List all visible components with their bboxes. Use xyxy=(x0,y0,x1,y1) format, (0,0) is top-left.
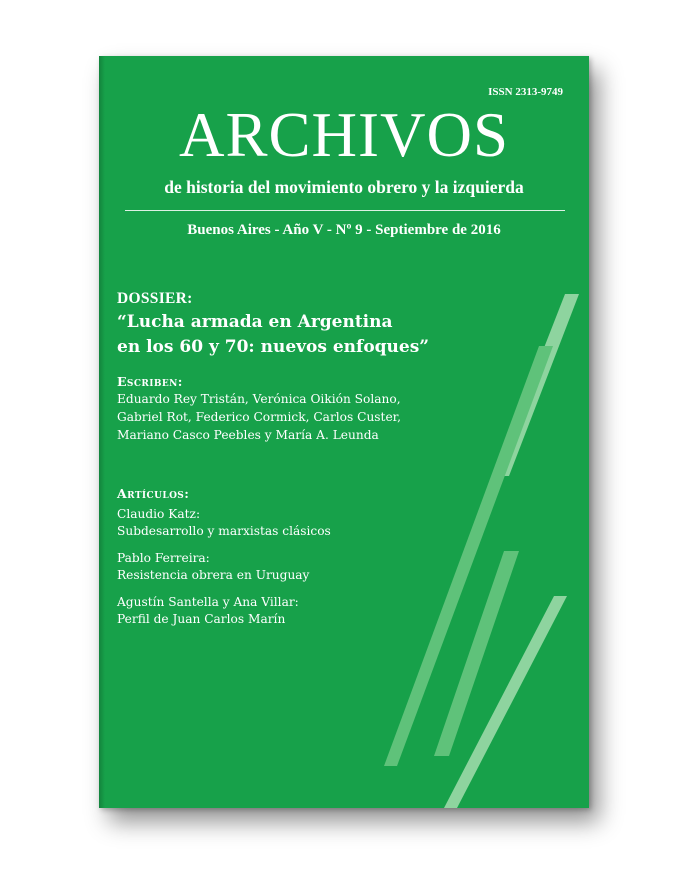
magazine-cover xyxy=(99,56,589,808)
articles-list xyxy=(117,506,457,638)
article-item xyxy=(117,550,457,584)
article-author: Claudio Katz: xyxy=(117,507,201,521)
issn-number: ISSN 2313-9749 xyxy=(488,86,563,98)
dossier-title-line-2: en los 60 y 70: nuevos enfoques” xyxy=(117,337,430,357)
magazine-subtitle: de historia del movimiento obrero y la izquierda xyxy=(164,177,524,197)
dossier-title-line-1: “Lucha armada en Argentina xyxy=(117,312,393,332)
issue-info: Buenos Aires - Año V - Nº 9 - Septiembre de 2016 xyxy=(187,222,501,238)
article-author: Pablo Ferreira: xyxy=(117,551,210,565)
article-title: Subdesarrollo y marxistas clásicos xyxy=(117,524,331,538)
writers-line: Gabriel Rot, Federico Cormick, Carlos Custer, xyxy=(117,410,402,424)
writers-label: Escriben: xyxy=(117,374,183,389)
dossier-label: DOSSIER: xyxy=(117,290,193,307)
writers-list xyxy=(117,390,457,444)
article-title: Resistencia obrera en Uruguay xyxy=(117,568,310,582)
writers-line: Eduardo Rey Tristán, Verónica Oikión Solano, xyxy=(117,392,401,406)
article-item xyxy=(117,594,457,628)
articles-label: Artículos: xyxy=(117,486,190,501)
article-item xyxy=(117,506,457,540)
article-author: Agustín Santella y Ana Villar: xyxy=(117,595,299,609)
dossier-title xyxy=(117,310,457,360)
article-title: Perfil de Juan Carlos Marín xyxy=(117,612,286,626)
magazine-title: ARCHIVOS xyxy=(178,100,510,170)
title-divider xyxy=(125,210,565,211)
writers-line: Mariano Casco Peebles y María A. Leunda xyxy=(117,428,379,442)
